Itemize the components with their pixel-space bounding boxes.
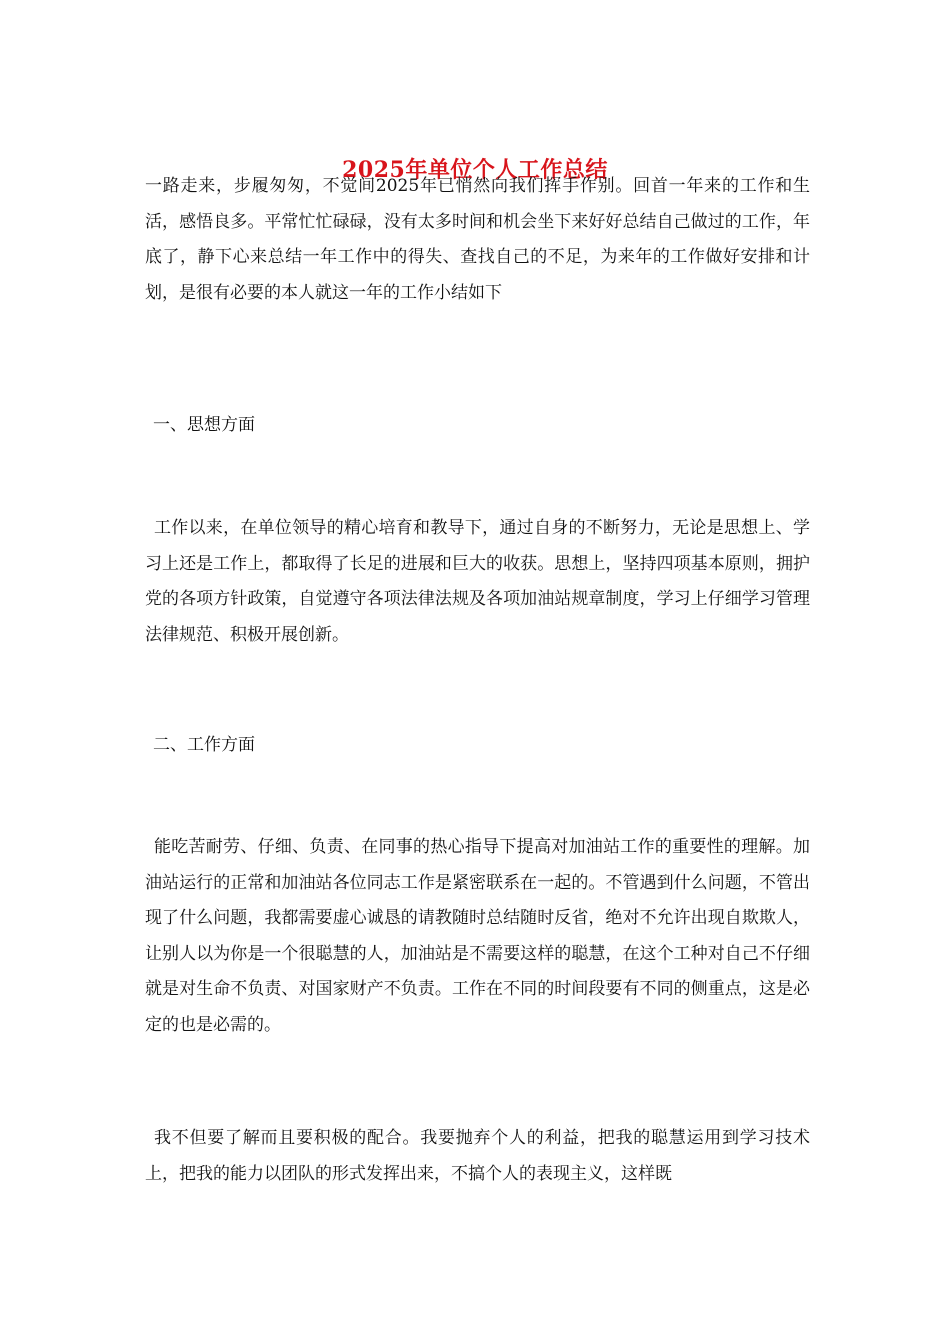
section-heading-thought: 一、思想方面 (153, 415, 255, 435)
document-title: 2025年单位个人工作总结 (342, 157, 608, 183)
section-heading-work: 二、工作方面 (153, 735, 255, 755)
intro-paragraph: 一路走来，步履匆匆，不觉间2025年已悄然向我们挥手作别。回首一年来的工作和生活，感悟良多。平常忙忙碌碌，没有太多时间和机会坐下来好好总结自己做过的工作，年底了，静下心来总结一年工作中的得失、查找自己的不足，为来年的工作做好安排和计划，是很有必要的本人就这一年的工作小结如下 (145, 176, 810, 303)
section-paragraph-work: 能吃苦耐劳、仔细、负责、在同事的热心指导下提高对加油站工作的重要性的理解。加油站运行的正常和加油站各位同志工作是紧密联系在一起的。不管遇到什么问题，不管出现了什么问题，我都需要虚心诚恳的请教随时总结随时反省，绝对不允许出现自欺欺人，让别人以为你是一个很聪慧的人，加油站是不需要这样的聪慧，在这个工种对自己不仔细就是对生命不负责、对国家财产不负责。工作在不同的时间段要有不同的侧重点，这是必定的也是必需的。 (145, 837, 810, 1035)
section-paragraph-thought: 工作以来，在单位领导的精心培育和教导下，通过自身的不断努力，无论是思想上、学习上还是工作上，都取得了长足的进展和巨大的收获。思想上，坚持四项基本原则，拥护党的各项方针政策，自觉遵守各项法律法规及各项加油站规章制度，学习上仔细学习管理法律规范、积极开展创新。 (145, 518, 810, 645)
section-paragraph-cooperation: 我不但要了解而且要积极的配合。我要抛弃个人的利益，把我的聪慧运用到学习技术上，把我的能力以团队的形式发挥出来，不搞个人的表现主义，这样既 (145, 1128, 810, 1184)
